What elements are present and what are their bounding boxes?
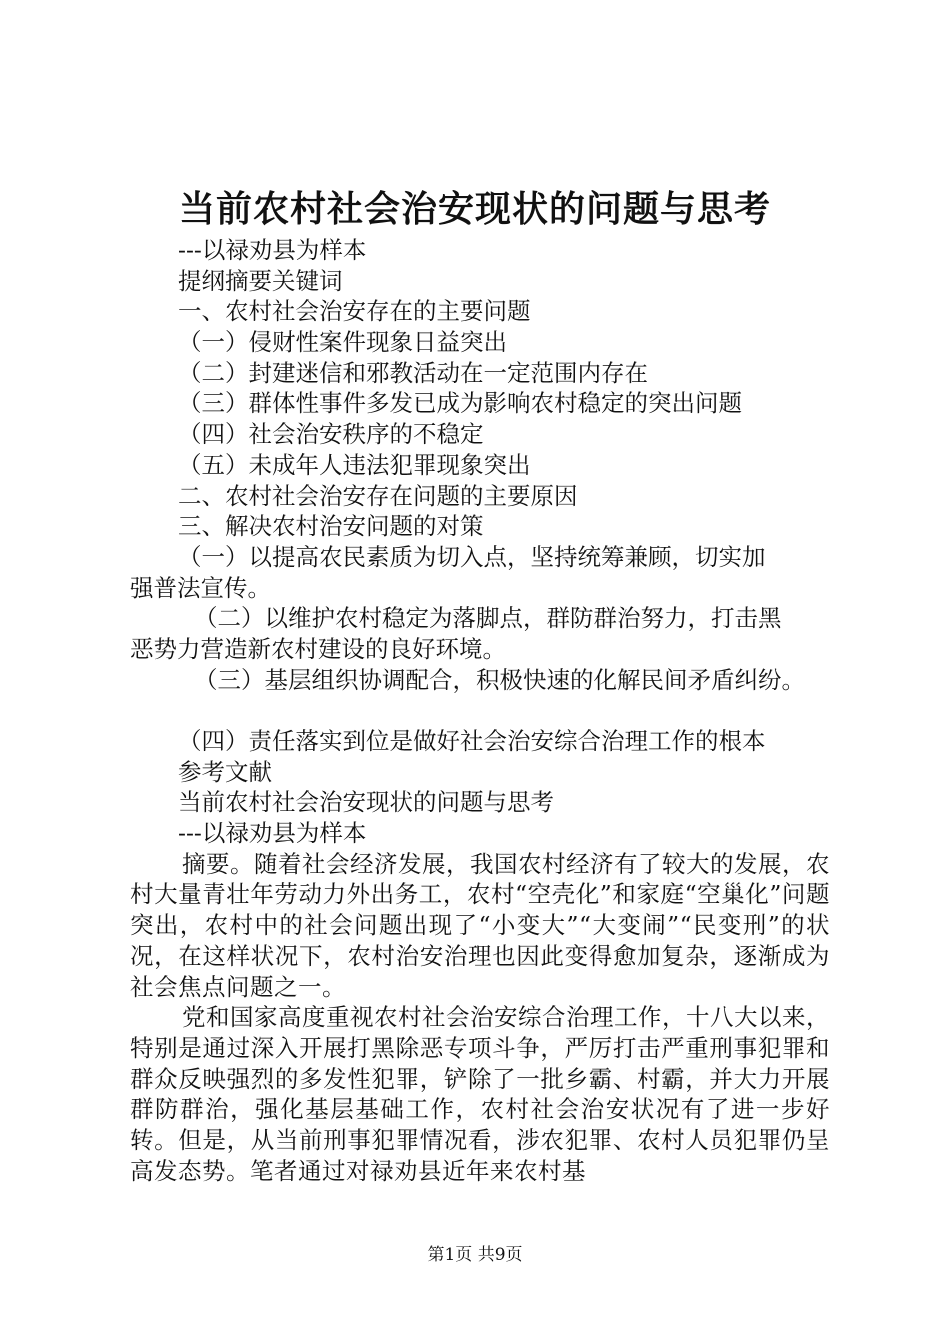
section3-item-1-line-2: 强普法宣传。: [130, 573, 271, 602]
references-heading: 参考文献: [178, 757, 272, 786]
document-body: [130, 235, 830, 1186]
article-subtitle: ---以禄劝县为样本: [178, 819, 367, 848]
section3-item-4: （四）责任落实到位是做好社会治安综合治理工作的根本: [178, 727, 766, 755]
section3-item-2-line-2: 恶势力营造新农村建设的良好环境。: [130, 634, 506, 663]
section-heading-2: 二、农村社会治安存在问题的主要原因: [178, 481, 578, 510]
page-footer: 第1页 共9页: [427, 1245, 523, 1265]
body-paragraph: 党和国家高度重视农村社会治安综合治理工作，十八大以来，特别是通过深入开展打黑除恶专项斗争，严厉打击严重刑事犯罪和群众反映强烈的多发性犯罪，铲除了一批乡霸、村霸，并大力开展群防群治，强化基层基础工作，农村社会治安状况有了进一步好转。但是，从当前刑事犯罪情况看，涉农犯罪、农村人员犯罪仍呈高发态势。笔者通过对禄劝县近年来农村基: [130, 1003, 830, 1185]
section3-item-3: （三）基层组织协调配合，积极快速的化解民间矛盾纠纷。: [194, 665, 805, 694]
section3-item-2-line-1: （二）以维护农村稳定为落脚点，群防群治努力，打击黑: [194, 604, 782, 633]
outline-heading: 提纲摘要关键词: [178, 266, 343, 295]
outline-subtitle: ---以禄劝县为样本: [178, 236, 367, 264]
section-heading-1: 一、农村社会治安存在的主要问题: [178, 297, 531, 326]
section1-item: （一）侵财性案件现象日益突出: [178, 328, 507, 357]
section3-item-1-line-1: （一）以提高农民素质为切入点，坚持统筹兼顾，切实加: [178, 542, 766, 571]
document-title: 当前农村社会治安现状的问题与思考: [178, 188, 771, 230]
section1-item: （五）未成年人违法犯罪现象突出: [178, 450, 531, 479]
blank-line: [130, 695, 830, 726]
section1-item: （四）社会治安秩序的不稳定: [178, 420, 484, 449]
article-title: 当前农村社会治安现状的问题与思考: [178, 788, 554, 817]
abstract-paragraph: 摘要。随着社会经济发展，我国农村经济有了较大的发展，农村大量青壮年劳动力外出务工，农村“空壳化”和家庭“空巢化”问题突出，农村中的社会问题出现了“小变大”“大变闹”“民变刑”的状况，在这样状况下，农村治安治理也因此变得愈加复杂，逐渐成为社会焦点问题之一。: [130, 849, 830, 1001]
section-heading-3: 三、解决农村治安问题的对策: [178, 512, 484, 541]
section1-item: （三）群体性事件多发已成为影响农村稳定的突出问题: [178, 389, 742, 418]
section1-item: （二）封建迷信和邪教活动在一定范围内存在: [178, 358, 648, 387]
